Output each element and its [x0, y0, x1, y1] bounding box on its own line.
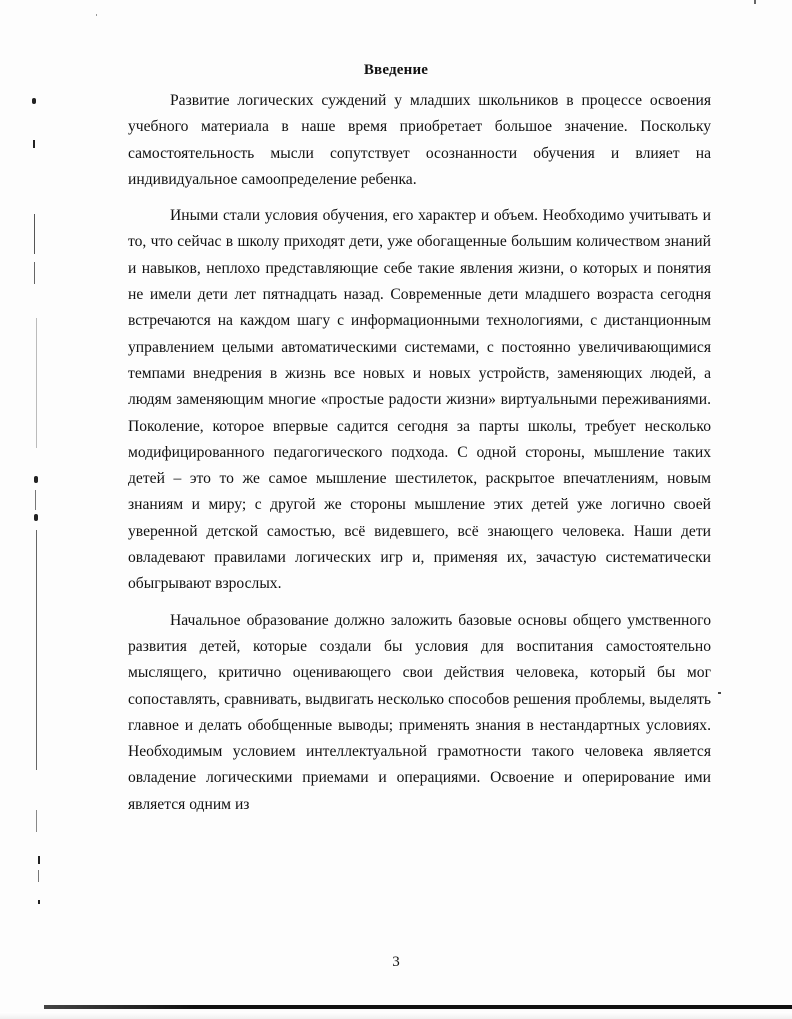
paragraph-1: Развитие логических суждений у младших школьников в процессе освоения учебного материала в наше время приобретает большое значение. Поскольку самостоятельность мысли сопутствует осознанности обучения и влияет на индивидуальное самоопределение ребенка.	[128, 92, 711, 188]
body-text	[128, 88, 711, 818]
scan-mark	[35, 490, 36, 510]
page-number: 3	[392, 954, 400, 970]
paragraph-3: Начальное образование должно заложить базовые основы общего умственного развития детей, которые создали бы условия для воспитания самостоятельно мыслящего, критично оценивающего свои действия человека, который бы мог сопоставлять, сравнивать, выдвигать несколько способов решения проблемы, выделять главное и делать обобщенные выводы; применять знания в нестандартных условиях. Необходимым условием интеллектуальной грамотности такого человека является овладение логическими приемами и операциями. Освоение и оперирование ими является одним из	[128, 611, 711, 813]
scan-mark	[34, 514, 38, 521]
scan-mark	[34, 476, 38, 483]
scan-mark	[754, 0, 756, 4]
scan-edge-line	[44, 1005, 792, 1009]
paragraph-2: Иными стали условия обучения, его характер и объем. Необходимо учитывать и то, что сейчас в школу приходят дети, уже обогащенные большим количеством знаний и навыков, неплохо представляющие себе такие явления жизни, о которых и понятия не имели дети лет пятнадцать назад. Современные дети младшего возраста сегодня встречаются на каждом шагу с информационными технологиями, с дистанционным управлением целыми автоматическими системами, с постоянно увеличивающимися темпами внедрения в жизнь все новых и новых устройств, заменяющих людей, а людям заменяющим многие «простые радости жизни» виртуальными переживаниями. Поколение, которое впервые садится сегодня за парты школы, требует несколько модифицированного педагогического подхода. С одной стороны, мышление таких детей – это то же самое мышление шестилеток, раскрытое впечатлениям, новым знаниям и миру; с другой же стороны мышление этих детей уже логично своей уверенной детской самостью, всё видевшего, всё знающего человека. Наши дети овладевают правилами логических игр и, применяя их, зачастую систематически обыгрывают взрослых.	[128, 207, 711, 593]
scan-mark	[32, 98, 36, 104]
scan-mark	[34, 262, 35, 284]
scan-mark	[718, 692, 721, 694]
page-title: Введение	[363, 62, 429, 78]
scan-mark	[36, 530, 37, 770]
scan-edge-shadow	[0, 1012, 792, 1019]
scan-mark	[36, 810, 37, 832]
scan-mark	[38, 856, 40, 864]
scan-mark	[36, 318, 37, 448]
scan-mark	[38, 900, 40, 904]
scan-mark	[34, 214, 35, 254]
scan-mark	[38, 870, 39, 882]
scan-mark	[96, 14, 97, 16]
scan-mark	[33, 140, 35, 148]
